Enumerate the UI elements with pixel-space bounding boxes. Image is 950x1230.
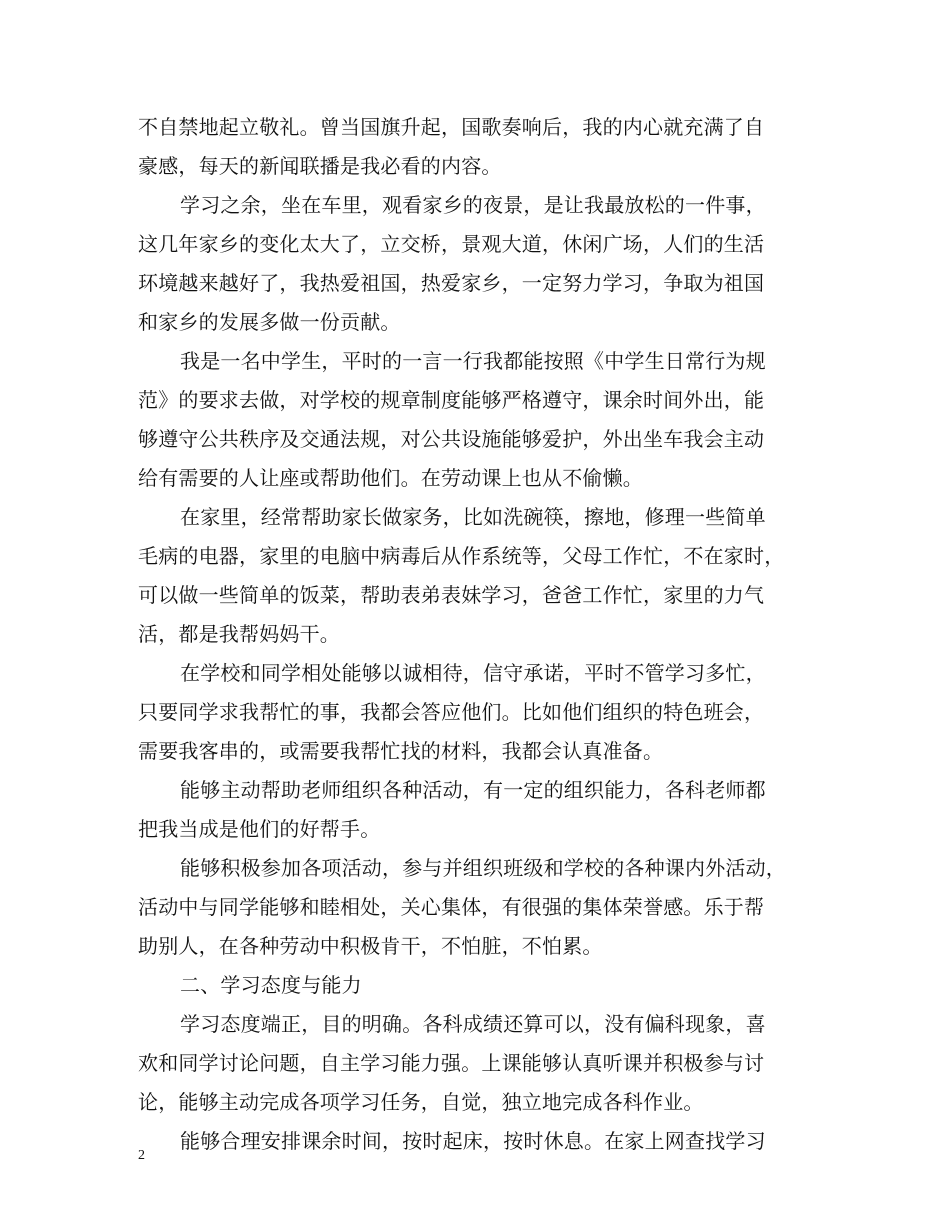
paragraph-first-line: 在学校和同学相处能够以诚相待，信守承诺，平时不管学习多忙，: [180, 661, 766, 685]
body-text-line: 给有需要的人让座或帮助他们。在劳动课上也从不偷懒。: [138, 466, 643, 490]
paragraph-first-line: 能够合理安排课余时间，按时起床，按时休息。在家上网查找学习: [180, 1129, 766, 1153]
body-text-line: 助别人，在各种劳动中积极肯干，不怕脏，不怕累。: [138, 934, 603, 958]
body-text-line: 范》的要求去做，对学校的规章制度能够严格遵守，课余时间外出，能: [138, 388, 765, 412]
body-text-line: 把我当成是他们的好帮手。: [138, 817, 381, 841]
body-text-line: 够遵守公共秩序及交通法规，对公共设施能够爱护，外出坐车我会主动: [138, 427, 765, 451]
body-text-line: 环境越来越好了，我热爱祖国，热爱家乡，一定努力学习，争取为祖国: [138, 271, 765, 295]
body-text-line: 毛病的电器，家里的电脑中病毒后从作系统等，父母工作忙，不在家时，: [138, 544, 785, 568]
body-text-line: 论，能够主动完成各项学习任务，自觉，独立地完成各科作业。: [138, 1090, 704, 1114]
section-heading: 二、学习态度与能力: [180, 973, 362, 997]
paragraph-first-line: 能够积极参加各项活动，参与并组织班级和学校的各种课内外活动，: [180, 856, 786, 880]
body-text-line: 和家乡的发展多做一份贡献。: [138, 310, 401, 334]
paragraph-first-line: 学习态度端正，目的明确。各科成绩还算可以，没有偏科现象，喜: [180, 1012, 766, 1036]
body-text-line: 需要我客串的，或需要我帮忙找的材料，我都会认真准备。: [138, 739, 664, 763]
body-text-line: 豪感，每天的新闻联播是我必看的内容。: [138, 154, 502, 178]
body-text-line: 可以做一些简单的饭菜，帮助表弟表妹学习，爸爸工作忙，家里的力气: [138, 583, 765, 607]
body-text-line: 只要同学求我帮忙的事，我都会答应他们。比如他们组织的特色班会，: [138, 700, 765, 724]
paragraph-first-line: 我是一名中学生，平时的一言一行我都能按照《中学生日常行为规: [180, 349, 766, 373]
paragraph-first-line: 学习之余，坐在车里，观看家乡的夜景，是让我最放松的一件事，: [180, 193, 766, 217]
body-text-line: 活动中与同学能够和睦相处，关心集体，有很强的集体荣誉感。乐于帮: [138, 895, 765, 919]
paragraph-first-line: 能够主动帮助老师组织各种活动，有一定的组织能力，各科老师都: [180, 778, 766, 802]
body-text-line: 活，都是我帮妈妈干。: [138, 622, 340, 646]
body-text-line: 欢和同学讨论问题，自主学习能力强。上课能够认真听课并积极参与讨: [138, 1051, 765, 1075]
paragraph-first-line: 在家里，经常帮助家长做家务，比如洗碗筷，擦地，修理一些简单: [180, 505, 766, 529]
body-text-line: 不自禁地起立敬礼。曾当国旗升起，国歌奏响后，我的内心就充满了自: [138, 115, 765, 139]
page-number: 2: [138, 1148, 145, 1163]
body-text-line: 这几年家乡的变化太大了，立交桥，景观大道，休闲广场，人们的生活: [138, 232, 765, 256]
